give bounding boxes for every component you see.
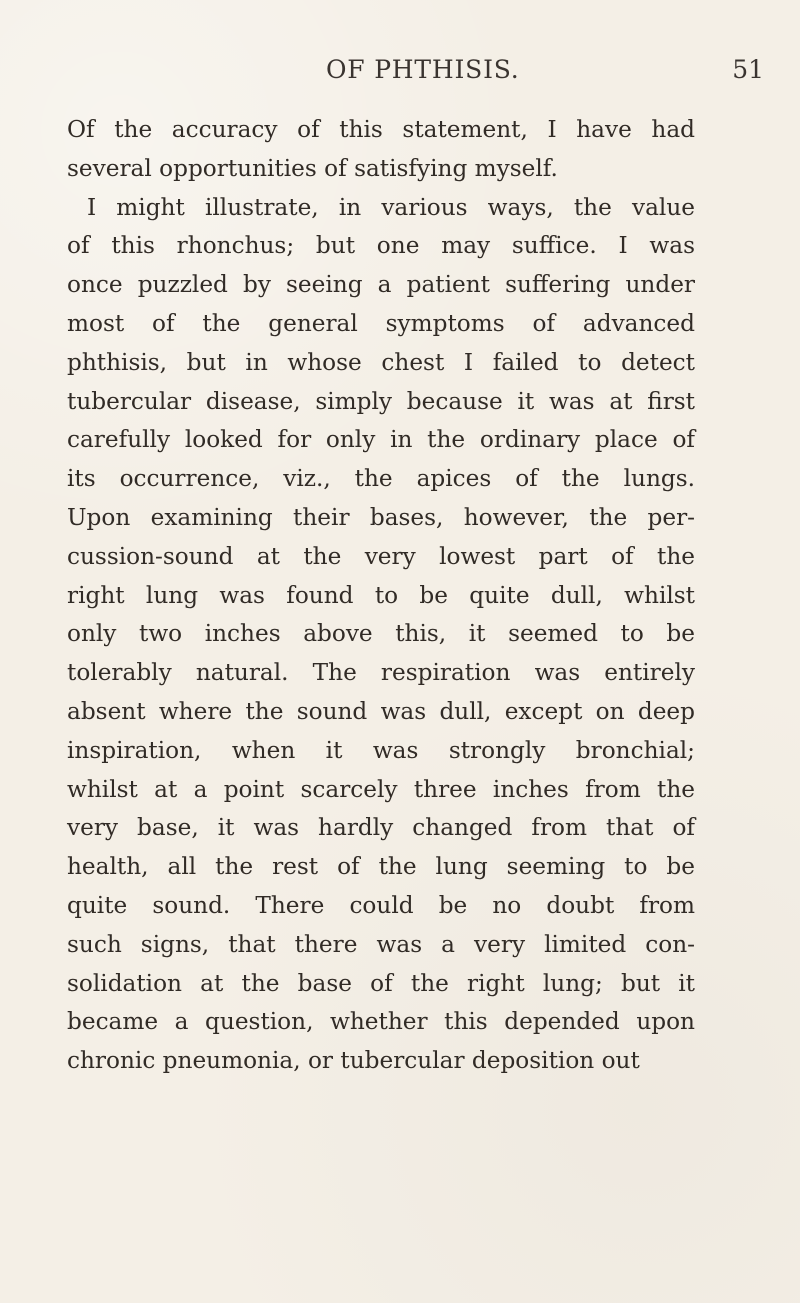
text-line: Upon examining their bases, however, the per- <box>67 503 695 531</box>
text-line: several opportunities of satisfying myself. <box>67 154 558 182</box>
text-line: right lung was found to be quite dull, whilst <box>67 581 695 609</box>
text-line: most of the general symptoms of advanced <box>67 309 695 337</box>
text-line: whilst at a point scarcely three inches from the <box>67 775 695 803</box>
text-line: once puzzled by seeing a patient suffering under <box>67 271 695 299</box>
text-line: of this rhonchus; but one may suffice. I was <box>67 232 695 260</box>
text-line: inspiration, when it was strongly bronchial; <box>67 736 695 764</box>
text-line: tolerably natural. The respiration was entirely <box>67 659 695 687</box>
text-line: carefully looked for only in the ordinary place of <box>67 426 695 454</box>
text-line: phthisis, but in whose chest I failed to detect <box>67 348 695 376</box>
text-line: such signs, that there was a very limited con- <box>67 930 695 958</box>
text-line: very base, it was hardly changed from that of <box>67 814 695 842</box>
text-line: chronic pneumonia, or tubercular deposition out <box>67 1047 640 1075</box>
text-line: only two inches above this, it seemed to be <box>67 620 695 648</box>
text-line: quite sound. There could be no doubt from <box>67 891 695 919</box>
text-line: solidation at the base of the right lung; but it <box>67 969 695 997</box>
running-head <box>0 55 800 95</box>
text-line: cussion-sound at the very lowest part of the <box>67 542 695 570</box>
page-number: 51 <box>732 55 764 84</box>
running-title: OF PHTHISIS. <box>326 55 520 84</box>
text-line: tubercular disease, simply because it was at first <box>67 387 695 415</box>
text-line: absent where the sound was dull, except on deep <box>67 697 695 725</box>
text-line: its occurrence, viz., the apices of the lungs. <box>67 465 695 493</box>
text-line: Of the accuracy of this statement, I have had <box>67 116 695 143</box>
text-line: health, all the rest of the lung seeming to be <box>67 853 695 881</box>
body-text <box>67 111 695 1081</box>
text-line: I might illustrate, in various ways, the value <box>87 193 695 221</box>
text-line: became a question, whether this depended upon <box>67 1008 695 1036</box>
